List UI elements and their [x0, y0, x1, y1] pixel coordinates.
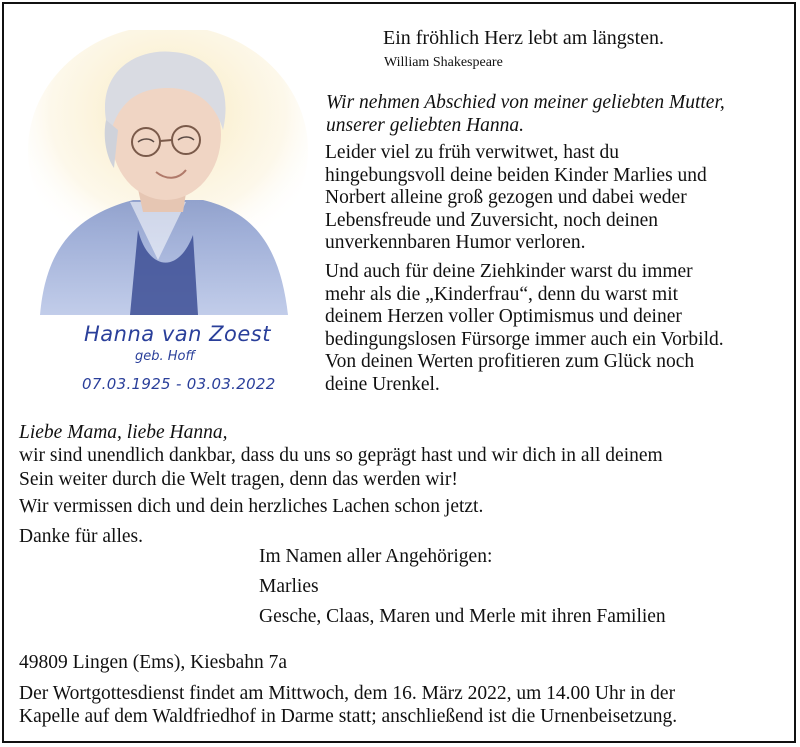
paragraph-line: Lebensfreude und Zuversicht, noch deinen: [325, 209, 659, 231]
signatory-name: Gesche, Claas, Maren und Merle mit ihren Familien: [259, 606, 666, 627]
service-line: Kapelle auf dem Waldfriedhof in Darme statt; anschließend ist die Urnenbeisetzung.: [19, 705, 678, 727]
thanks-line: wir sind unendlich dankbar, dass du uns so geprägt hast und wir dich in all deinem: [19, 445, 663, 466]
address: 49809 Lingen (Ems), Kiesbahn 7a: [19, 652, 288, 673]
paragraph-line: Norbert alleine groß gezogen und dabei weder: [325, 187, 687, 208]
thanks-line: Sein weiter durch die Welt tragen, denn das werden wir!: [19, 468, 458, 490]
miss-text: Wir vermissen dich und dein herzliches Lachen schon jetzt.: [19, 496, 484, 517]
motto-author: William Shakespeare: [384, 55, 503, 70]
thanks-text: [19, 444, 663, 491]
signatories-intro: Im Namen aller Angehörigen:: [259, 546, 493, 567]
salutation: Liebe Mama, liebe Hanna,: [19, 422, 228, 443]
service-line: Der Wortgottesdienst findet am Mittwoch, dem 16. März 2022, um 14.00 Uhr in der: [19, 683, 676, 704]
portrait-name: Hanna van Zoest: [84, 322, 271, 346]
danke-text: Danke für alles.: [19, 526, 143, 547]
paragraph-line: deine Urenkel.: [325, 373, 440, 395]
paragraph-line: Von deinen Werten profitieren zum Glück noch: [325, 351, 695, 372]
intro-line: unserer geliebten Hanna.: [326, 114, 525, 136]
signatory-name: Marlies: [259, 576, 319, 597]
paragraph-line: unverkennbaren Humor verloren.: [325, 232, 586, 253]
paragraph-line: hingebungsvoll deine beiden Kinder Marlies und: [325, 164, 707, 186]
service-info: [19, 683, 677, 728]
paragraph-line: deinem Herzen voller Optimismus und deiner: [325, 306, 682, 327]
intro-line: Wir nehmen Abschied von meiner geliebten Mutter,: [326, 92, 725, 113]
paragraph-2: [325, 261, 724, 396]
intro-text: [326, 92, 725, 137]
portrait-illustration: [18, 30, 308, 320]
paragraph-line: Und auch für deine Ziehkinder warst du immer: [325, 261, 693, 282]
paragraph-1: [325, 142, 707, 255]
portrait-birth-name: geb. Hoff: [135, 349, 195, 364]
portrait-dates: 07.03.1925 - 03.03.2022: [82, 375, 276, 393]
paragraph-line: Leider viel zu früh verwitwet, hast du: [325, 142, 620, 163]
motto-quote: Ein fröhlich Herz lebt am längsten.: [383, 27, 665, 49]
paragraph-line: mehr als die „Kinderfrau“, denn du warst mit: [325, 283, 679, 305]
paragraph-line: bedingungslosen Fürsorge immer auch ein Vorbild.: [325, 328, 724, 350]
